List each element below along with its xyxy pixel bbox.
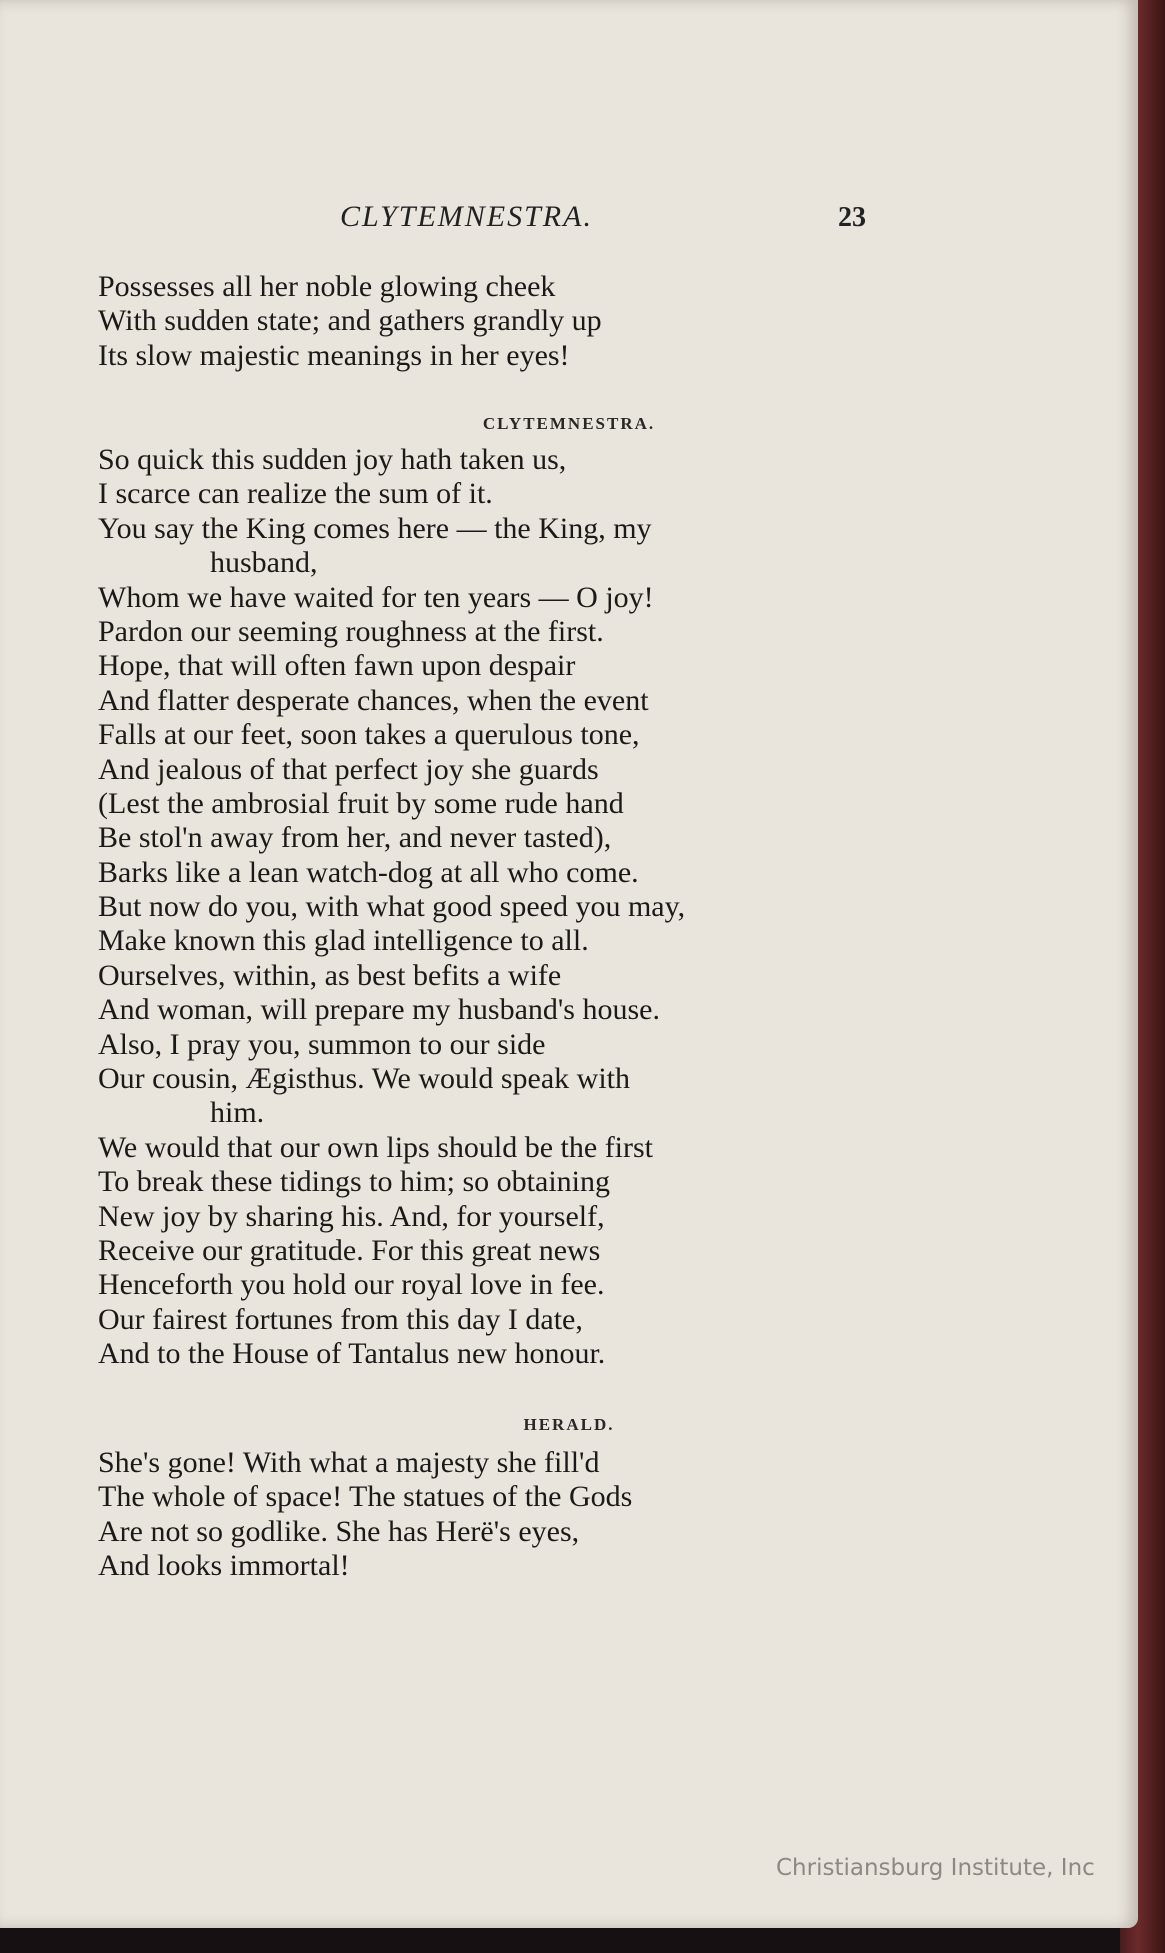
verse-line: Possesses all her noble glowing cheek [98, 270, 556, 303]
verse-line: Ourselves, within, as best befits a wife [98, 958, 562, 992]
verse-line: So quick this sudden joy hath taken us, [98, 443, 567, 476]
page-header [0, 200, 1138, 240]
verse-line: I scarce can realize the sum of it. [98, 477, 493, 511]
verse-line: Falls at our feet, soon takes a querulous tone, [98, 718, 640, 752]
verse-line: New joy by sharing his. And, for yourself, [98, 1199, 605, 1233]
verse-line: Our cousin, Ægisthus. We would speak with [98, 1062, 631, 1096]
verse-line: Whom we have waited for ten years — O joy! [98, 580, 654, 614]
verse-line: Its slow majestic meanings in her eyes! [98, 338, 570, 372]
verse-line: But now do you, with what good speed you may, [98, 890, 686, 924]
watermark-text: Christiansburg Institute, Inc [776, 1855, 1095, 1881]
verse-line: Henceforth you hold our royal love in fee. [98, 1268, 605, 1302]
running-title: CLYTEMNESTRA. [340, 200, 593, 233]
verse-line: him. [210, 1096, 265, 1130]
speaker-heading-clytemnestra: CLYTEMNESTRA. [482, 414, 656, 433]
verse-line: And looks immortal! [98, 1549, 350, 1583]
verse-line: The whole of space! The statues of the Gods [98, 1480, 633, 1514]
herald-speech [98, 1446, 898, 1584]
opening-lines [98, 270, 898, 373]
verse-line: Hope, that will often fawn upon despair [98, 649, 576, 683]
verse-line: Make known this glad intelligence to all. [98, 924, 589, 958]
verse-line: Pardon our seeming roughness at the first. [98, 614, 604, 648]
verse-line: To break these tidings to him; so obtaining [98, 1165, 611, 1199]
verse-line: With sudden state; and gathers grandly up [98, 304, 602, 338]
verse-line: Be stol'n away from her, and never tasted), [98, 821, 612, 855]
verse-line: And flatter desperate chances, when the event [98, 683, 649, 717]
verse-line: Also, I pray you, summon to our side [98, 1027, 546, 1061]
verse-line: She's gone! With what a majesty she fill'd [98, 1446, 600, 1479]
verse-line: Receive our gratitude. For this great news [98, 1233, 601, 1267]
verse-line: Our fairest fortunes from this day I date, [98, 1302, 583, 1336]
verse-line: And jealous of that perfect joy she guards [98, 752, 599, 786]
verse-line: (Lest the ambrosial fruit by some rude hand [98, 786, 624, 820]
verse-line: husband, [210, 546, 318, 580]
clytemnestra-speech [98, 443, 898, 1372]
verse-line: And woman, will prepare my husband's house. [98, 993, 660, 1027]
verse-line: You say the King comes here — the King, my [98, 511, 652, 545]
page-number: 23 [838, 202, 866, 233]
verse-line: Are not so godlike. She has Herë's eyes, [98, 1514, 580, 1548]
verse-line: And to the House of Tantalus new honour. [98, 1337, 606, 1371]
verse-line: Barks like a lean watch-dog at all who come. [98, 855, 639, 889]
speaker-heading-herald: HERALD. [523, 1415, 615, 1434]
verse-line: We would that our own lips should be the first [98, 1130, 654, 1164]
